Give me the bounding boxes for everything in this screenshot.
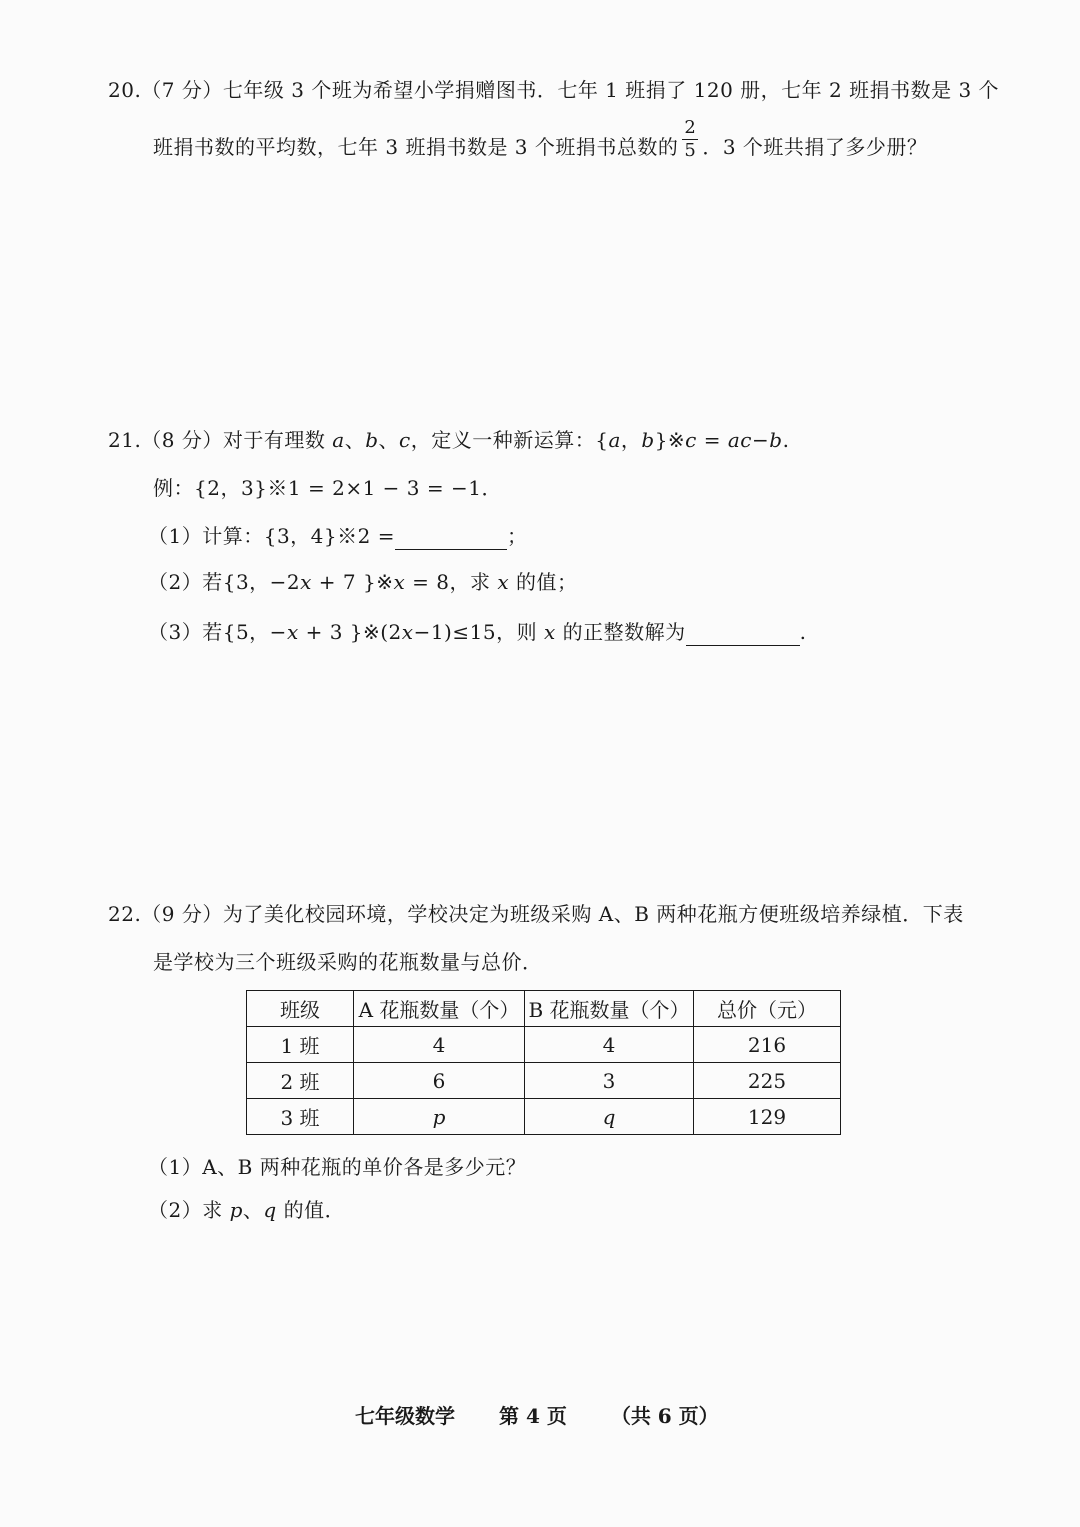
table-cell: 3 — [525, 1063, 694, 1099]
sep: 、 — [242, 1198, 264, 1222]
q21-part3-text: 的正整数解为 — [555, 620, 686, 644]
answer-blank-1[interactable] — [395, 527, 507, 550]
q21-example: 例：{2，3}※1 = 2×1 − 3 = −1． — [153, 476, 502, 500]
var-q: q — [263, 1198, 277, 1222]
var-x: x — [543, 620, 556, 644]
var-x: x — [497, 570, 510, 594]
q21-part3 — [148, 618, 806, 646]
q22-sub2 — [148, 1196, 345, 1224]
period: . — [782, 428, 790, 452]
q21-intro: 21.（8 分）对于有理数 — [108, 428, 333, 452]
q21-part2-text: = 8，求 — [405, 570, 498, 594]
var-x: x — [286, 620, 299, 644]
q21-part1 — [148, 522, 527, 550]
table-header: B 花瓶数量（个） — [525, 991, 694, 1027]
minus: − — [751, 428, 770, 452]
page-footer — [355, 1400, 719, 1429]
table-header: A 花瓶数量（个） — [354, 991, 525, 1027]
table-cell: 6 — [354, 1063, 525, 1099]
flower-vase-table — [246, 990, 841, 1135]
q21-part2-text: + 7 }※ — [311, 570, 394, 594]
table-cell: 129 — [694, 1099, 841, 1135]
table-cell: 4 — [354, 1027, 525, 1063]
table-cell: p — [354, 1099, 525, 1135]
table-cell: 1 班 — [247, 1027, 354, 1063]
q21-def-text: ，定义一种新运算：{ — [410, 428, 609, 452]
q20-line2 — [153, 117, 928, 162]
footer-page: 第 4 页 — [499, 1404, 567, 1428]
table-header-row — [247, 991, 841, 1027]
table-row — [247, 1063, 841, 1099]
q21-part3-text: + 3 }※(2 — [298, 620, 402, 644]
q21-part1-end: ； — [506, 524, 528, 548]
q21-part2-text: 的值； — [509, 570, 578, 594]
var-x: x — [300, 570, 312, 594]
var-ac: ac — [727, 428, 752, 452]
q21-part2 — [148, 568, 577, 596]
q20-line2-text: 班捐书数的平均数，七年 3 班捐书数是 3 个班捐书总数的 — [153, 135, 679, 159]
table-header: 班级 — [247, 991, 354, 1027]
var-b: b — [769, 428, 783, 452]
table-cell: 2 班 — [247, 1063, 354, 1099]
var-c: c — [685, 428, 697, 452]
var-a: a — [332, 428, 345, 452]
fraction-numerator: 2 — [684, 117, 697, 138]
table-row — [247, 1099, 841, 1135]
q21-part3-end: . — [799, 620, 807, 644]
table-row — [247, 1027, 841, 1063]
table-cell: 225 — [694, 1063, 841, 1099]
q21-part2-text: （2）若{3，−2 — [148, 570, 301, 594]
var-p: p — [229, 1198, 243, 1222]
footer-total: （共 6 页） — [610, 1404, 719, 1428]
q22-sub2-text: （2）求 — [148, 1198, 230, 1222]
fraction-denominator: 5 — [684, 140, 697, 161]
table-header: 总价（元） — [694, 991, 841, 1027]
var-x: x — [393, 570, 406, 594]
q22-line2: 是学校为三个班级采购的花瓶数量与总价． — [153, 950, 543, 974]
q22-sub2-text: 的值． — [276, 1198, 346, 1222]
sep: ， — [620, 428, 642, 452]
table-cell: 4 — [525, 1027, 694, 1063]
q21-part3-text: （3）若{5，− — [148, 620, 287, 644]
q21-part1-text: （1）计算：{3，4}※2 = — [148, 524, 395, 548]
fraction-two-fifths — [682, 117, 698, 162]
q20-line2-tail: ．3 个班共捐了多少册？ — [702, 135, 928, 159]
q22-sub1: （1）A、B 两种花瓶的单价各是多少元？ — [148, 1155, 527, 1179]
var-c: c — [399, 428, 411, 452]
answer-blank-2[interactable] — [686, 623, 800, 646]
footer-subject: 七年级数学 — [355, 1404, 455, 1428]
var-x: x — [401, 620, 414, 644]
q21-line1 — [108, 426, 789, 454]
table-cell: q — [525, 1099, 694, 1135]
table-cell: 216 — [694, 1027, 841, 1063]
table-cell: 3 班 — [247, 1099, 354, 1135]
q22-line1: 22.（9 分）为了美化校园环境，学校决定为班级采购 A、B 两种花瓶方便班级培养绿植．下表 — [108, 902, 964, 926]
operator: }※ — [654, 428, 686, 452]
sep: 、 — [378, 428, 399, 452]
q20-line1: 20.（7 分）七年级 3 个班为希望小学捐赠图书．七年 1 班捐了 120 册，七年 2 班捐书数是 3 个 — [108, 78, 1000, 102]
var-b: b — [365, 428, 379, 452]
sep: 、 — [344, 428, 366, 452]
var-a: a — [608, 428, 621, 452]
var-b: b — [641, 428, 655, 452]
q21-part3-text: −1)≤15，则 — [413, 620, 544, 644]
equals: = — [696, 428, 728, 452]
